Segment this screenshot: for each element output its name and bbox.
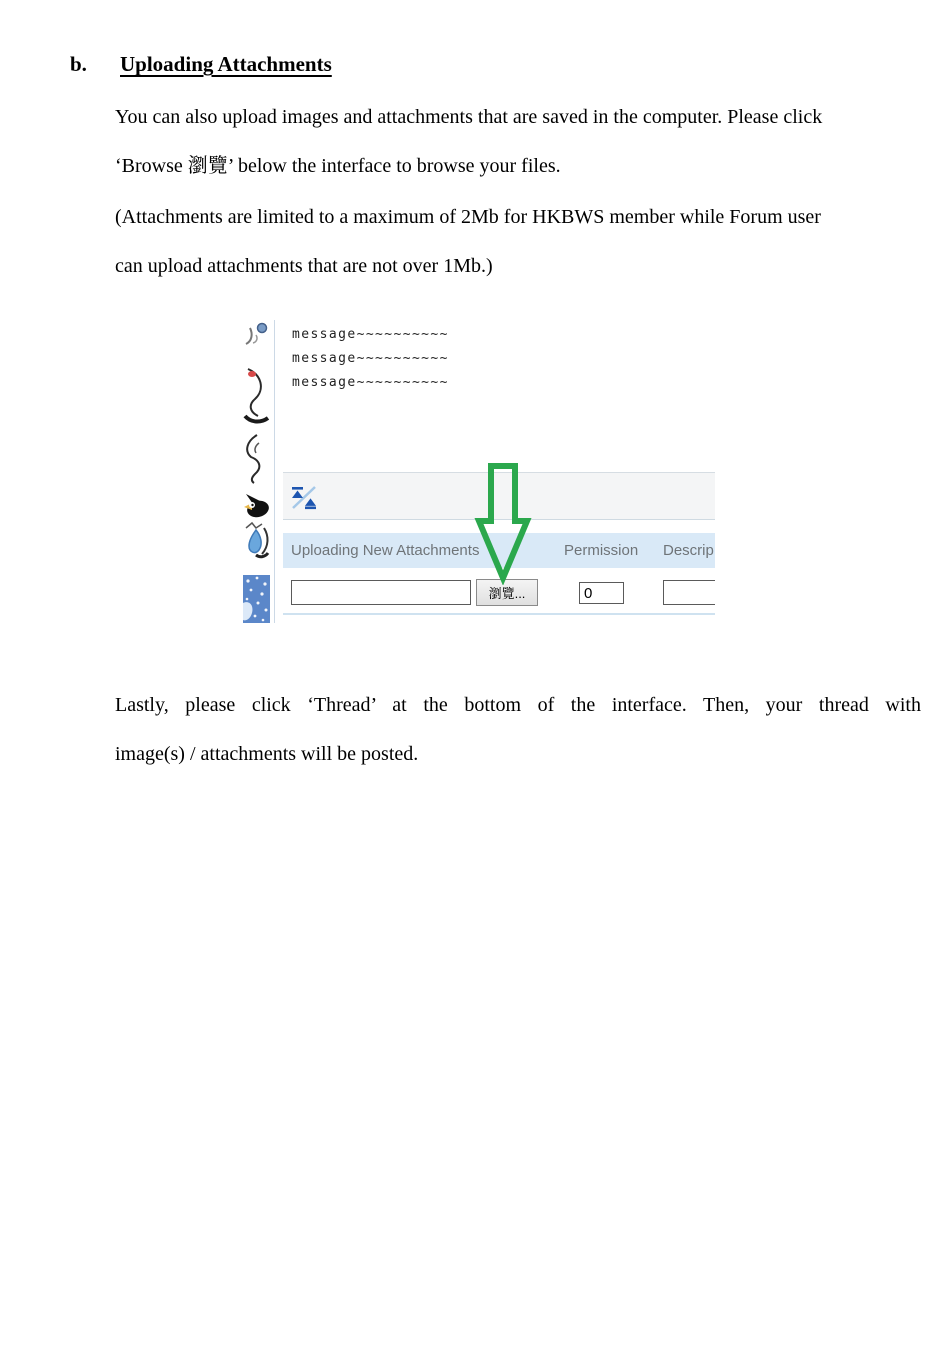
paragraph-line: image(s) / attachments will be posted. [115, 743, 419, 765]
panel-divider [274, 320, 275, 623]
message-line: message~~~~~~~~~~ [292, 327, 449, 342]
permission-input[interactable] [579, 582, 624, 604]
sweat-face-icon[interactable] [243, 521, 270, 564]
paragraph-line: can upload attachments that are not over 1Mb.) [115, 255, 493, 277]
paragraph-line: You can also upload images and attachments that are saved in the computer. Please click [115, 106, 823, 128]
section-label: b. [70, 52, 87, 76]
message-line: message~~~~~~~~~~ [292, 351, 449, 366]
permission-label: Permission [564, 542, 639, 559]
message-textarea[interactable] [283, 320, 715, 472]
paragraph-line: ‘Browse 瀏覽’ below the interface to browse your files. [115, 155, 561, 177]
paragraph-line: (Attachments are limited to a maximum of 2Mb for HKBWS member while Forum user [115, 206, 821, 228]
smiley-white-red-icon[interactable] [243, 366, 270, 429]
paragraph-2 [115, 193, 921, 291]
page-title: Uploading Attachments [120, 52, 332, 76]
browse-button[interactable]: 瀏覽... [476, 579, 538, 606]
green-arrow-annotation [467, 460, 539, 585]
snow-blue-icon[interactable] [243, 575, 270, 623]
section-heading [70, 52, 332, 77]
description-input[interactable] [663, 580, 715, 605]
paragraph-1 [115, 93, 921, 191]
paragraph-line: Lastly, please click ‘Thread’ at the bottom of the interface. Then, your thread with [115, 694, 921, 716]
smiley-partial-icon[interactable] [243, 322, 270, 351]
paragraph-3 [115, 681, 921, 779]
forum-editor-screenshot [243, 320, 715, 623]
screenshot-bottom-border [283, 613, 715, 615]
smiley-laugh-icon[interactable] [243, 433, 270, 490]
uploading-new-attachments-label: Uploading New Attachments [291, 542, 480, 559]
message-line: message~~~~~~~~~~ [292, 375, 449, 390]
sort-arrows-icon[interactable] [289, 485, 319, 511]
description-label: Descrip [663, 542, 714, 559]
file-path-input[interactable] [291, 580, 471, 605]
